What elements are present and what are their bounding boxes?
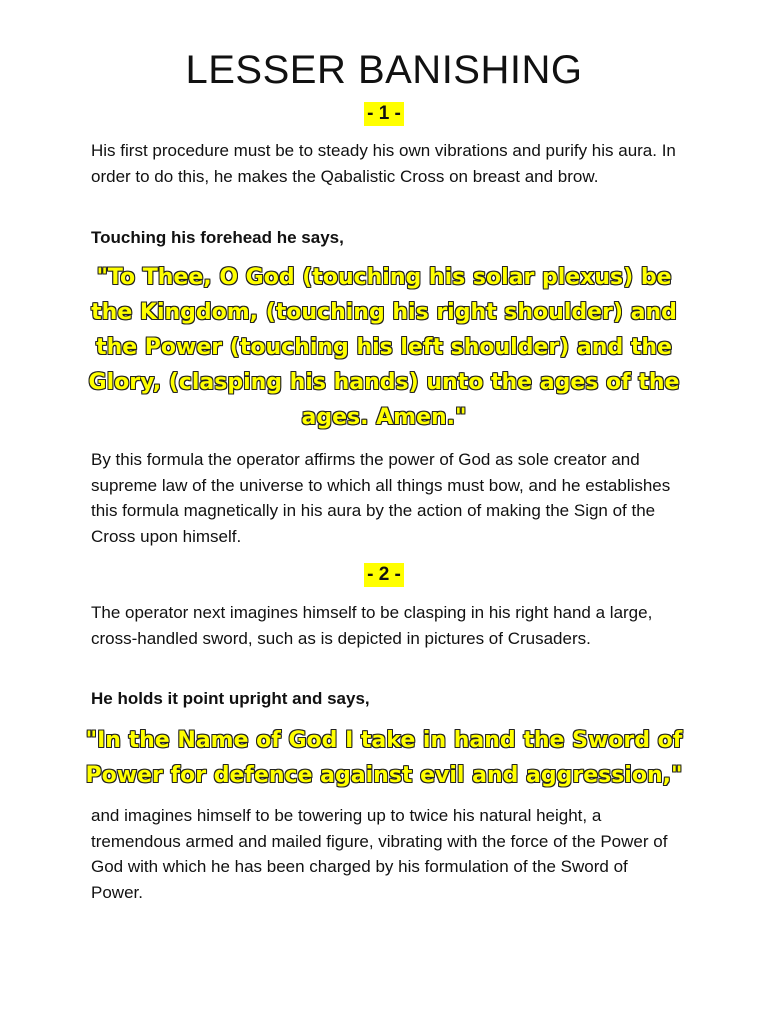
section1-quote: "To Thee, O God (touching his solar plexus) be the Kingdom, (touching his right shoulder) and the Power (touching his left shoulder) and the Glory, (clasping his hands) unto the ages of the ages. Amen." [88,265,680,430]
section1-lead-line: Touching his forehead he says, [91,228,344,247]
section-marker-2 [0,563,768,587]
section2-after-paragraph: and imagines himself to be towering up to twice his natural height, a tremendous armed and mailed figure, vibrating with the force of the Power of God with which he has been charged by his formulation of the Sword of Power. [91,806,668,902]
section2-lead-line: He holds it point upright and says, [91,689,370,708]
section2-quote: "In the Name of God I take in hand the Sword of Power for defence against evil and aggression," [85,728,683,788]
section-marker-2-label: - 2 - [364,563,404,587]
section-marker-1-label: - 1 - [364,102,404,126]
section1-after-paragraph: By this formula the operator affirms the power of God as sole creator and supreme law of the universe to which all things must bow, and he establishes this formula magnetically in his aura by the action of making the Sign of the Cross upon himself. [91,450,671,546]
page-title: LESSER BANISHING [185,48,583,92]
section2-intro-paragraph: The operator next imagines himself to be clasping in his right hand a large, cross-handled sword, such as is depicted in pictures of Crusaders. [91,603,653,648]
section1-intro-paragraph: His first procedure must be to steady his own vibrations and purify his aura. In order to do this, he makes the Qabalistic Cross on breast and brow. [91,141,676,186]
section-marker-1 [0,102,768,126]
